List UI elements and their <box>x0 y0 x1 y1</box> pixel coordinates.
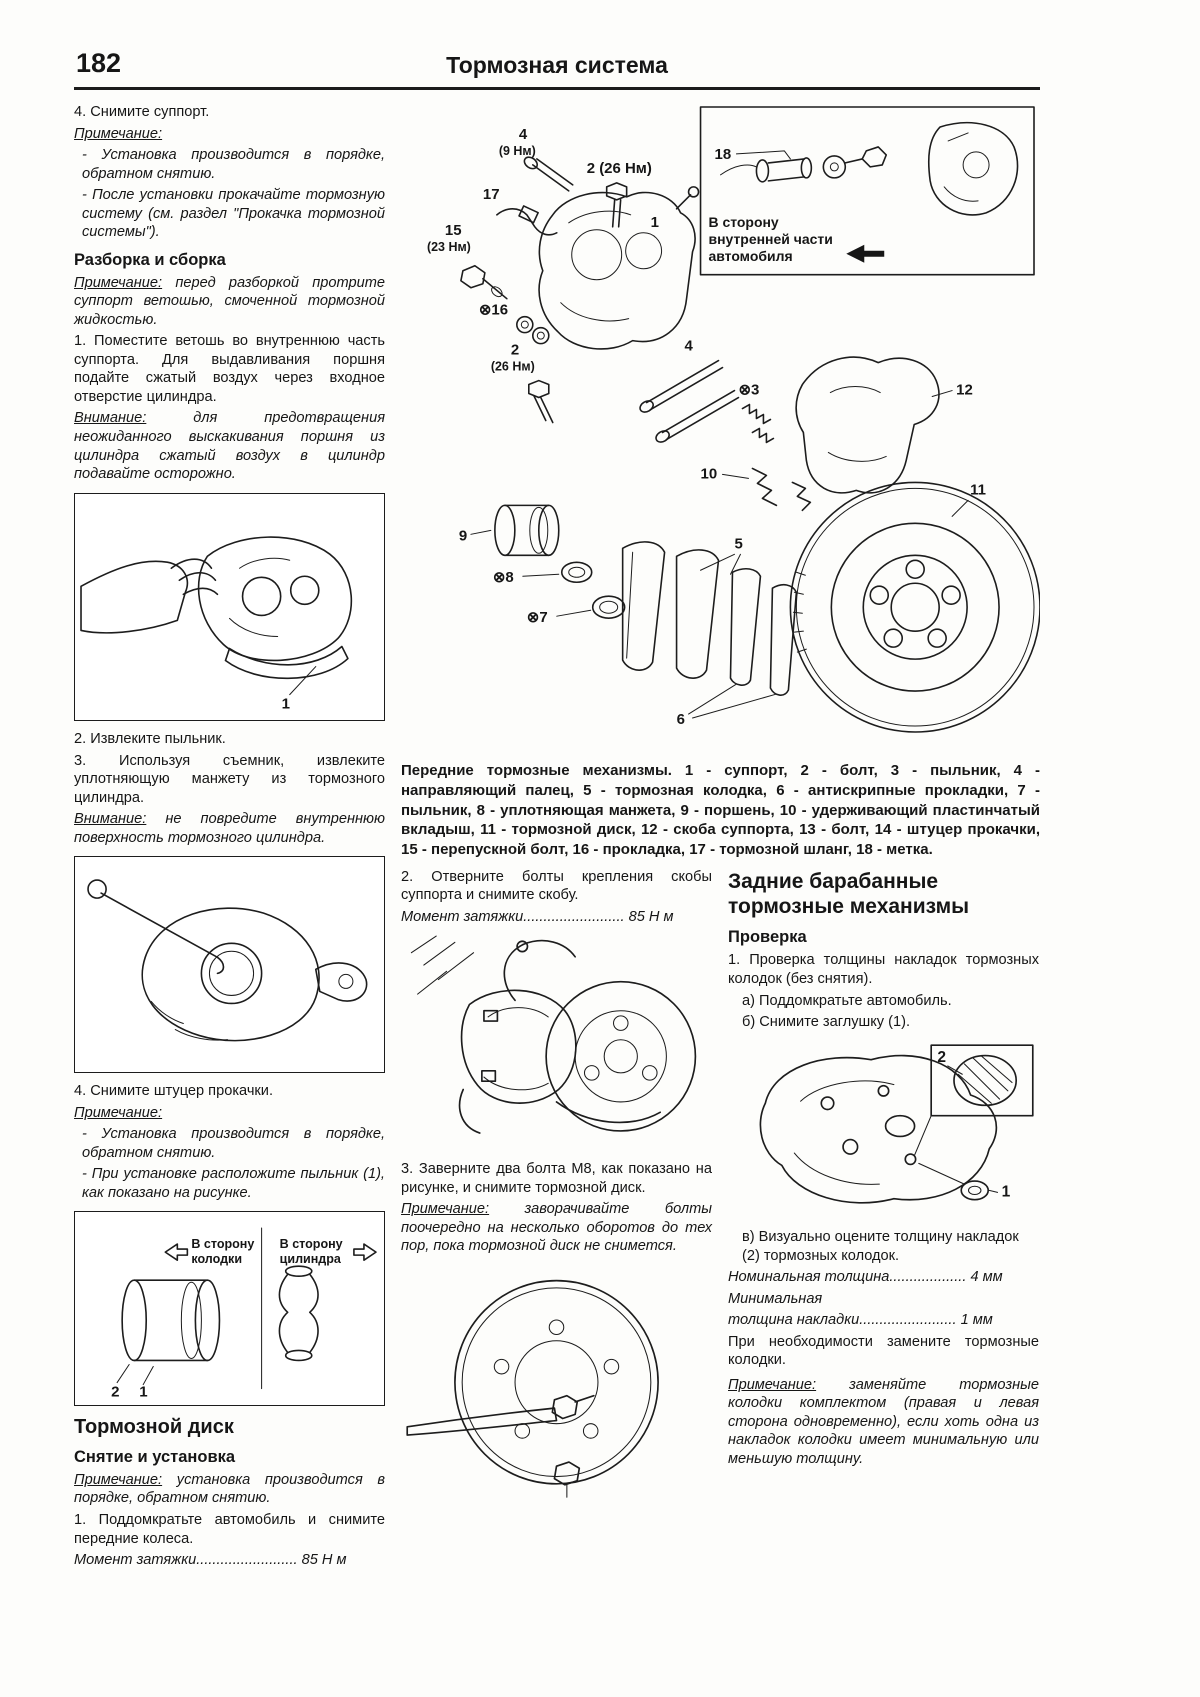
caliper-knuckle-drawing <box>401 934 712 1154</box>
note-label: Примечание: <box>74 274 163 291</box>
part-label-gasket: ⊗16 <box>478 301 509 319</box>
note-replace-set <box>728 1376 1039 1469</box>
heading-disassembly: Разборка и сборка <box>74 250 226 269</box>
arrow-left-icon <box>165 1244 187 1260</box>
middle-column <box>401 868 712 1513</box>
warning-text: не повредите внутреннюю поверхность тормозного цилиндра. <box>74 811 385 846</box>
min-thickness-line1: Минимальная <box>728 1290 823 1307</box>
torque-label: (26 Нм) <box>490 359 535 374</box>
part-label-clip: 10 <box>700 465 718 483</box>
part-label-banjo: 15 <box>444 221 462 239</box>
backing-plate-drawing <box>728 1039 1039 1221</box>
warning-label: Внимание: <box>74 410 147 427</box>
figure-backing-plate <box>728 1039 1039 1221</box>
note-label: Примечание: <box>74 125 163 142</box>
heading-check: Проверка <box>728 928 807 947</box>
columns <box>74 103 1040 1573</box>
part-label-pin-top: 4 <box>518 125 528 143</box>
nominal-thickness: Номинальная толщина................... 4 мм <box>728 1269 1003 1286</box>
step-jack-up: 1. Поддомкратьте автомобиль и снимите передние колеса. <box>74 1512 385 1547</box>
part-label-lining: 2 <box>937 1048 947 1066</box>
note-text: заменяйте тормозные колодки комплектом (правая и левая сторона одновременно), если хоть одна из накладок колодки имеет минимальную или меньшую толщину. <box>728 1376 1039 1467</box>
step-remove-bleeder: 4. Снимите штуцер прокачки. <box>74 1083 274 1100</box>
left-column <box>74 103 385 1573</box>
heading-rear-drum-brakes: Задние барабанные тормозные механизмы <box>728 869 970 918</box>
arrow-left-icon <box>846 245 884 263</box>
note-text: заворачивайте болты поочередно на несколько оборотов до тех пор, пока тормозной диск не снимется. <box>401 1201 712 1255</box>
substep-remove-plug: б) Снимите заглушку (1). <box>742 1014 911 1031</box>
torque-label: (23 Нм) <box>426 239 471 254</box>
right-column <box>728 868 1039 1513</box>
note-text: установка производится в порядке, обратном снятию. <box>74 1471 385 1507</box>
figure-piston-boot-orientation <box>74 1211 385 1406</box>
figure-disc-removal <box>401 1263 712 1506</box>
part-label: 1 <box>139 1383 148 1401</box>
page-title: Тормозная система <box>446 52 668 78</box>
step-check-lining: 1. Проверка толщины накладок тормозных колодок (без снятия). <box>728 952 1039 988</box>
note-label: Примечание: <box>728 1376 817 1393</box>
page-header <box>74 44 1040 90</box>
warning-bore <box>74 810 385 847</box>
part-label-plug: 1 <box>1001 1183 1011 1201</box>
note-label: Примечание: <box>401 1201 490 1218</box>
part-label-caliper: 1 <box>650 213 659 231</box>
replace-pads-text: При необходимости замените тормозные колодки. <box>728 1333 1039 1369</box>
part-label-piston: 9 <box>458 527 468 545</box>
part-label-mark: 18 <box>714 145 732 163</box>
part-label: 2 <box>111 1383 120 1401</box>
toward-cylinder-label: В сторону <box>279 1237 343 1252</box>
part-label-pin-boot: ⊗3 <box>738 381 760 399</box>
part-label-bracket: 12 <box>956 381 973 399</box>
part-label: 1 <box>281 695 291 713</box>
page-number: 182 <box>76 48 122 78</box>
step-remove-caliper: 4. Снимите суппорт. <box>74 104 210 120</box>
note-before-disassembly <box>74 274 385 330</box>
part-label-boot: ⊗7 <box>526 609 548 627</box>
note-label: Примечание: <box>74 1104 163 1121</box>
caliper-tool-drawing <box>79 861 380 1068</box>
part-label-disc: 11 <box>970 481 986 499</box>
disc-removal-drawing <box>401 1263 712 1506</box>
part-label-seal: ⊗8 <box>492 569 514 587</box>
inset-text: автомобиля <box>708 247 793 264</box>
heading-removal-installation: Снятие и установка <box>74 1447 236 1466</box>
figure-caliper-on-knuckle <box>401 934 712 1154</box>
front-brake-exploded-diagram <box>401 103 1040 754</box>
arrow-right-icon <box>354 1244 376 1260</box>
warning-label: Внимание: <box>74 811 147 828</box>
torque-spec: Момент затяжки......................... 85 Н м <box>74 1552 347 1569</box>
figure-caliper-seal-tool <box>74 856 385 1073</box>
note-item: - После установки прокачайте тормозную систему (см. раздел "Прокачка тормозной системы"). <box>82 187 385 241</box>
step-remove-seal: 3. Используя съемник, извлеките уплотняющую манжету из тормозного цилиндра. <box>74 752 385 806</box>
page-content <box>74 44 1040 1573</box>
step-m8-bolts: 3. Заверните два болта М8, как показано на рисунке, и снимите тормозной диск. <box>401 1161 712 1196</box>
inset-text: В сторону <box>708 213 779 230</box>
toward-pad-label: колодки <box>191 1252 243 1267</box>
min-thickness-line2: толщина накладки........................ 1 мм <box>728 1312 993 1329</box>
exploded-diagram-drawing <box>401 103 1040 754</box>
note-label: Примечание: <box>74 1471 163 1488</box>
part-label-shim: 6 <box>676 711 685 729</box>
note-item: - Установка производится в порядке, обратном снятию. <box>82 147 385 182</box>
step-remove-boot: 2. Извлеките пыльник. <box>74 731 226 748</box>
main-area <box>401 103 1040 1573</box>
caliper-hands-drawing <box>79 498 380 717</box>
diagram-caption: Передние тормозные механизмы. 1 - суппорт, 2 - болт, 3 - пыльник, 4 - направляющий палец, 5 - тормозная колодка, 6 - антискрипные прокладки, 7 - пыльник, 8 - уплотняющая манжета, 9 - поршень, 10 - удерживающий пластинчатый вкладыш, 11 - тормозной диск, 12 - скоба суппорта, 13 - болт, 14 - штуцер прокачки, 15 - перепускной болт, 16 - прокладка, 17 - тормозной шланг, 18 - метка. <box>401 761 1040 859</box>
note-item: - При установке расположите пыльник (1), как показано на рисунке. <box>82 1166 385 1201</box>
note-item: - Установка производится в порядке, обратном снятию. <box>82 1126 385 1161</box>
step-unbolt-bracket: 2. Отверните болты крепления скобы суппорта и снимите скобу. <box>401 868 712 904</box>
note-installation <box>74 1471 385 1508</box>
toward-cylinder-label: цилиндра <box>279 1252 341 1267</box>
torque-label: (9 Нм) <box>498 143 536 158</box>
note-text: перед разборкой протрите суппорт ветошью, смоченной тормозной жидкостью. <box>74 274 385 328</box>
part-label-pin: 4 <box>684 337 693 355</box>
warning-text: для предотвращения неожиданного выскакивания поршня из цилиндра сжатый воздух в цилиндр подавайте осторожно. <box>74 410 385 483</box>
heading-brake-disc: Тормозной диск <box>74 1415 234 1438</box>
part-label-pad: 5 <box>734 535 743 553</box>
piston-boot-drawing <box>79 1216 380 1401</box>
part-label-hose: 17 <box>482 185 500 203</box>
lower-columns <box>401 868 1040 1513</box>
torque-spec: Момент затяжки......................... 85 Н м <box>401 909 674 926</box>
figure-caliper-in-hands <box>74 493 385 722</box>
part-label-bolt: 2 (26 Нм) <box>586 159 652 177</box>
substep-jack: а) Поддомкратьте автомобиль. <box>742 992 952 1009</box>
warning-piston <box>74 409 385 483</box>
part-label-bolt: 2 <box>510 341 520 359</box>
inset-text: внутренней части <box>708 230 833 247</box>
step-place-rag: 1. Поместите ветошь во внутреннюю часть суппорта. Для выдавливания поршня подайте сжатый воздух через входное отверстие цилиндра. <box>74 333 385 405</box>
substep-visual-check: в) Визуально оцените толщину накладок (2) тормозных колодок. <box>742 1229 1019 1264</box>
toward-pad-label: В сторону <box>191 1237 255 1252</box>
note-alternate-bolts <box>401 1200 712 1256</box>
